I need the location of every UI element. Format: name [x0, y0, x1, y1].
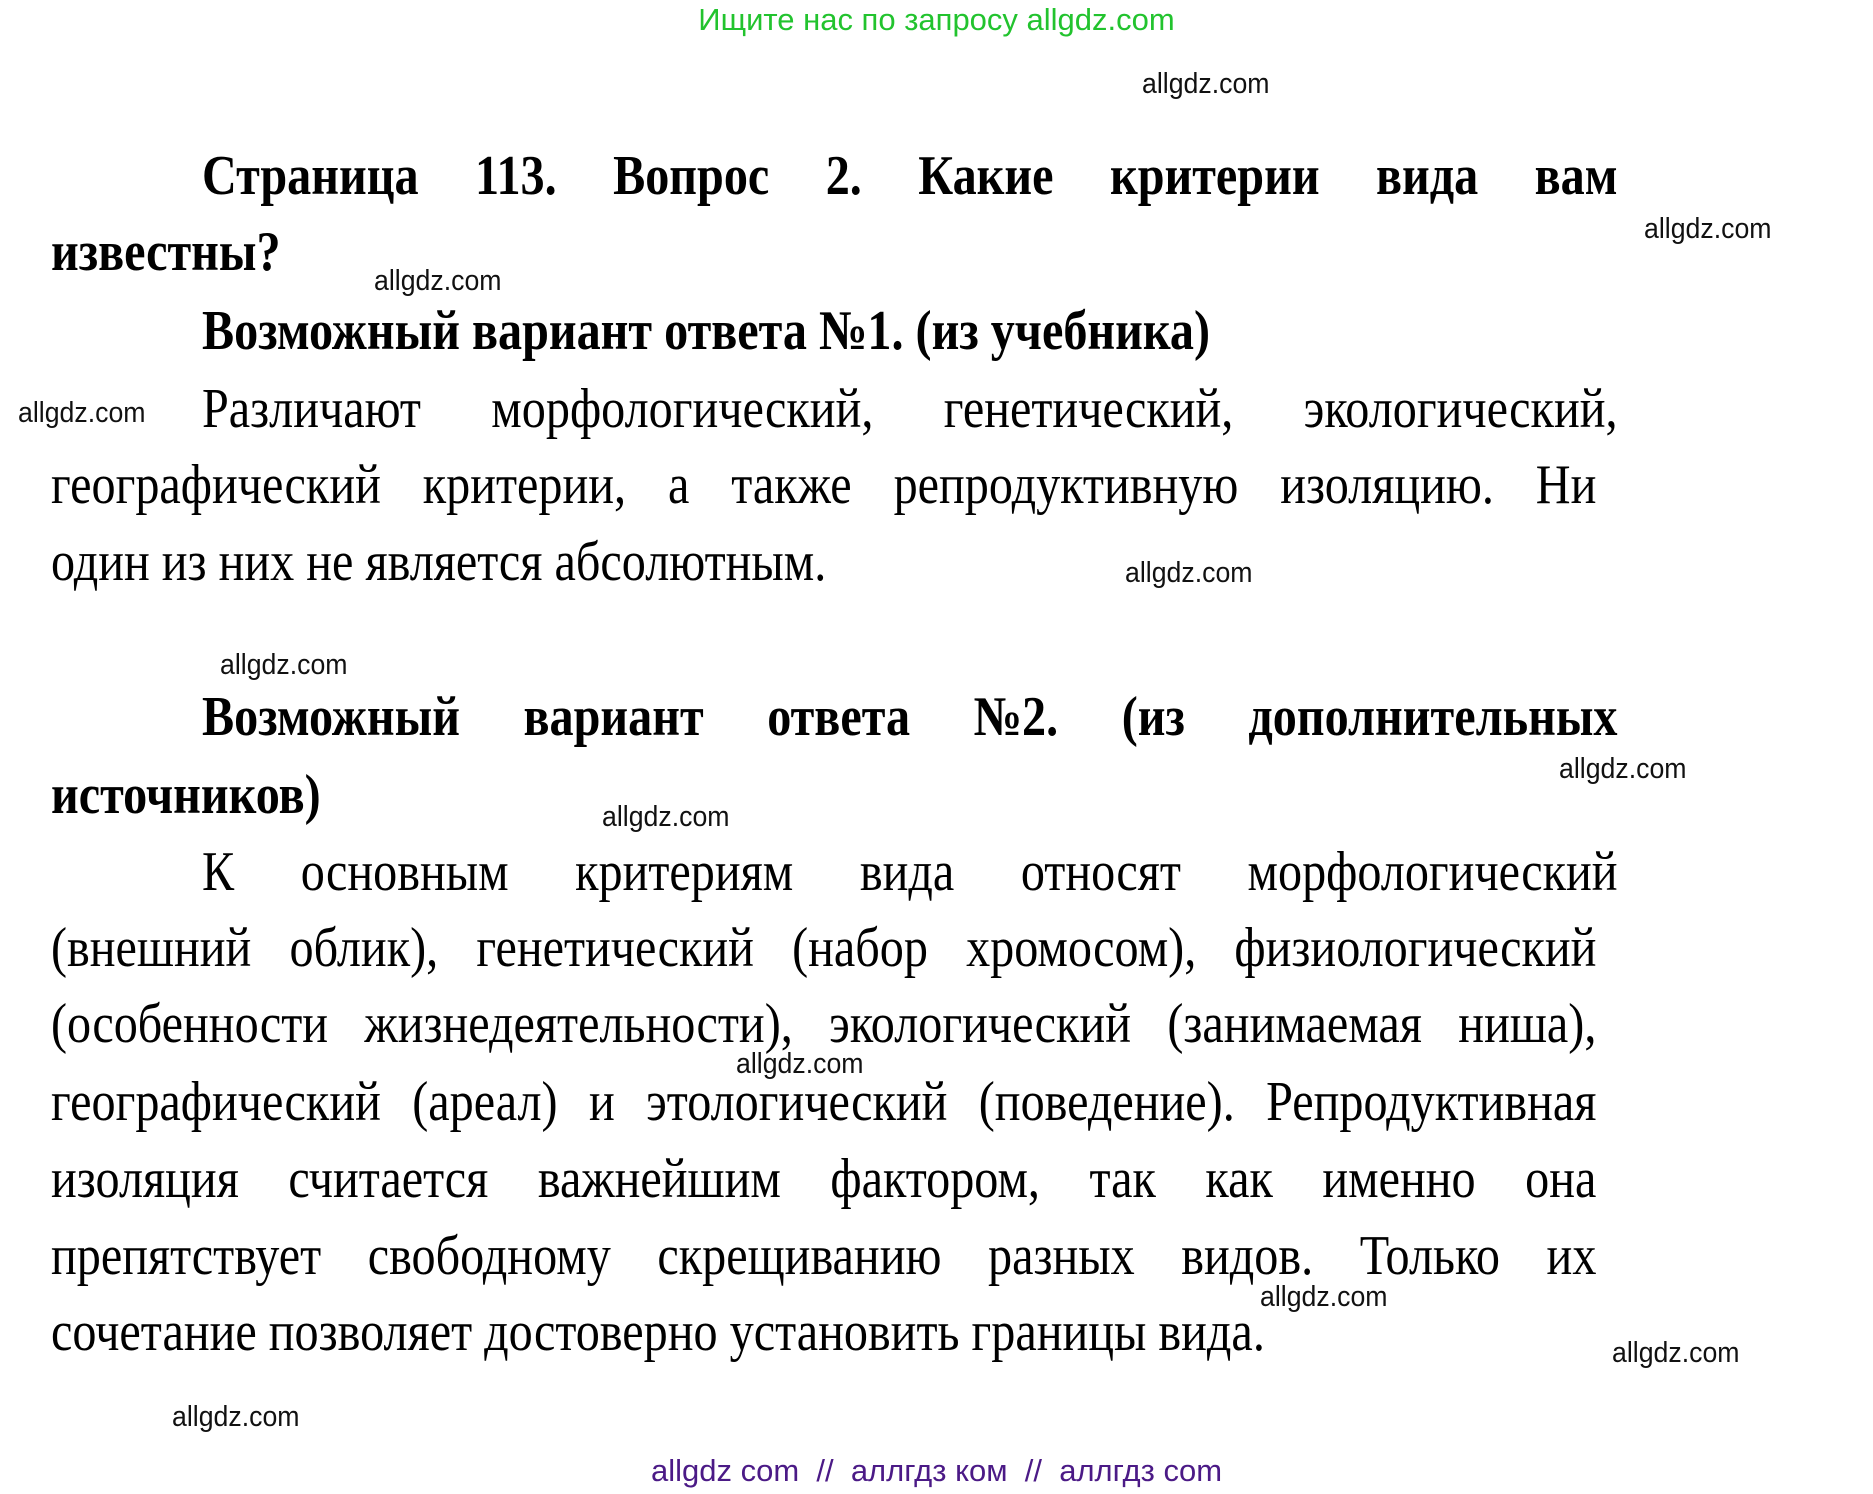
word: изоляция	[51, 1148, 239, 1210]
word: (поведение).	[978, 1071, 1235, 1133]
word: относят	[1020, 841, 1181, 903]
word: видов.	[1181, 1225, 1314, 1287]
word: ответа	[767, 686, 911, 748]
word: генетический	[476, 917, 754, 979]
word: 113.	[475, 145, 557, 207]
word: Какие	[918, 145, 1054, 207]
answer2-line5	[51, 1147, 1596, 1211]
answer2-line7: сочетание позволяет достоверно установить границы вида.	[51, 1301, 1265, 1363]
word: и	[588, 1071, 615, 1133]
search-banner[interactable]: Ищите нас по запросу allgdz.com	[698, 2, 1175, 37]
word: Только	[1359, 1225, 1500, 1287]
word: свободному	[367, 1225, 611, 1287]
word: их	[1546, 1225, 1597, 1287]
word: изоляцию.	[1280, 454, 1494, 516]
word: (из	[1121, 686, 1185, 748]
word: этологический	[646, 1071, 948, 1133]
word: скрещиванию	[657, 1225, 942, 1287]
watermark: allgdz.com	[736, 1048, 864, 1080]
answer1-heading: Возможный вариант ответа №1. (из учебника)	[202, 300, 1211, 362]
watermark: allgdz.com	[1644, 213, 1772, 245]
word: ниша),	[1458, 993, 1597, 1055]
answer1-line1	[202, 377, 1618, 441]
word: вариант	[523, 686, 704, 748]
watermark: allgdz.com	[220, 649, 348, 681]
word: жизнедеятельности),	[364, 993, 793, 1055]
word: критериям	[575, 841, 794, 903]
word: именно	[1322, 1148, 1476, 1210]
word: географический	[51, 454, 381, 516]
watermark: allgdz.com	[1260, 1281, 1388, 1313]
word: Возможный	[202, 686, 460, 748]
answer1-line3: один из них не является абсолютным.	[51, 531, 827, 593]
word: физиологический	[1234, 917, 1597, 979]
word: критерии,	[422, 454, 627, 516]
word: (набор	[792, 917, 928, 979]
answer2-heading-line2: источников)	[51, 764, 321, 826]
word: экологический,	[1303, 378, 1618, 440]
answer2-line1	[202, 840, 1618, 904]
word: Ни	[1535, 454, 1597, 516]
word: К	[202, 841, 235, 903]
watermark: allgdz.com	[18, 397, 146, 429]
word: Вопрос	[613, 145, 770, 207]
footer-links[interactable]: allgdz com // аллгдз ком // аллгдз com	[650, 1453, 1223, 1488]
word: так	[1089, 1148, 1156, 1210]
watermark: allgdz.com	[1125, 557, 1253, 589]
word: дополнительных	[1248, 686, 1618, 748]
word: Страница	[202, 145, 419, 207]
word: а	[667, 454, 690, 516]
word: географический	[51, 1071, 381, 1133]
word: (ареал)	[412, 1071, 558, 1133]
word: как	[1205, 1148, 1273, 1210]
word: вам	[1534, 145, 1618, 207]
answer1-line2	[51, 453, 1596, 517]
word: препятствует	[51, 1225, 322, 1287]
watermark: allgdz.com	[1142, 68, 1270, 100]
watermark: allgdz.com	[374, 265, 502, 297]
word: морфологический	[1247, 841, 1618, 903]
word: 2.	[825, 145, 862, 207]
word: (внешний	[51, 917, 252, 979]
word: экологический	[829, 993, 1131, 1055]
word: вида	[1376, 145, 1479, 207]
word: хромосом),	[966, 917, 1197, 979]
answer2-line2	[51, 916, 1596, 980]
word: считается	[288, 1148, 489, 1210]
word: Репродуктивная	[1266, 1071, 1597, 1133]
word: облик),	[289, 917, 439, 979]
word: разных	[988, 1225, 1135, 1287]
word: фактором,	[830, 1148, 1040, 1210]
watermark: allgdz.com	[1559, 753, 1687, 785]
word: (особенности	[51, 993, 329, 1055]
word: также	[731, 454, 852, 516]
watermark: allgdz.com	[172, 1401, 300, 1433]
word: морфологический,	[491, 378, 874, 440]
word: она	[1525, 1148, 1597, 1210]
watermark: allgdz.com	[1612, 1337, 1740, 1369]
word: вида	[859, 841, 955, 903]
word: репродуктивную	[893, 454, 1239, 516]
question-title-line2: известны?	[51, 221, 281, 283]
word: важнейшим	[537, 1148, 781, 1210]
question-title-line1	[202, 144, 1618, 208]
word: Различают	[202, 378, 421, 440]
word: №2.	[973, 686, 1059, 748]
word: генетический,	[943, 378, 1234, 440]
answer2-heading-line1	[202, 685, 1618, 749]
watermark: allgdz.com	[602, 801, 730, 833]
answer2-line3	[51, 992, 1596, 1056]
answer2-line6	[51, 1224, 1596, 1288]
answer2-line4	[51, 1070, 1596, 1134]
word: (занимаемая	[1167, 993, 1422, 1055]
word: основным	[300, 841, 509, 903]
word: критерии	[1109, 145, 1320, 207]
